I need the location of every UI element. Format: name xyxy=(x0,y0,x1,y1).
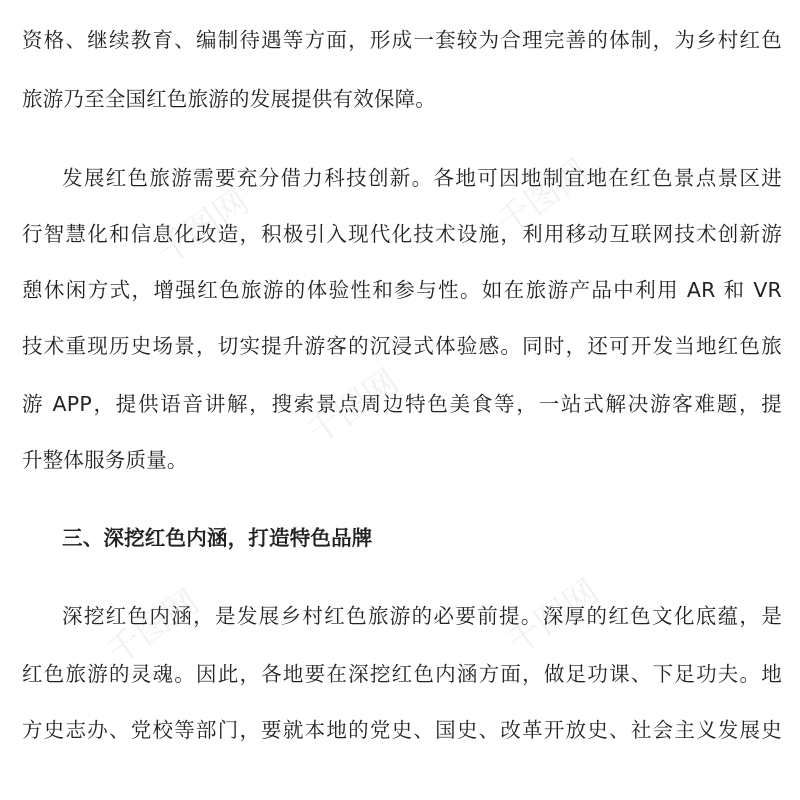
watermark: 千图网 xyxy=(299,361,407,454)
paragraph-line: 旅游乃至全国红色旅游的发展提供有效保障。 xyxy=(22,87,436,111)
section-heading: 三、深挖红色内涵，打造特色品牌 xyxy=(62,526,373,550)
paragraph-line: 憩休闲方式，增强红色旅游的体验性和参与性。如在旅游产品中利用 AR 和 VR xyxy=(22,278,782,302)
paragraph-line: 资格、继续教育、编制待遇等方面，形成一套较为合理完善的体制，为乡村红色 xyxy=(22,28,782,52)
paragraph-line: 游 APP，提供语音讲解，搜索景点周边特色美食等，一站式解决游客难题，提 xyxy=(22,392,782,416)
paragraph-line: 升整体服务质量。 xyxy=(22,448,188,472)
paragraph-line: 行智慧化和信息化改造，积极引入现代化技术设施，利用移动互联网技术创新游 xyxy=(22,222,782,246)
paragraph-line: 发展红色旅游需要充分借力科技创新。各地可因地制宜地在红色景点景区进 xyxy=(62,166,782,190)
watermark: 千图网 xyxy=(149,181,257,274)
paragraph-line: 技术重现历史场景，切实提升游客的沉浸式体验感。同时，还可开发当地红色旅 xyxy=(22,334,782,358)
watermark: 千图网 xyxy=(489,151,597,244)
watermark: 千图网 xyxy=(99,581,207,674)
paragraph-line: 深挖红色内涵，是发展乡村红色旅游的必要前提。深厚的红色文化底蕴，是 xyxy=(62,604,782,628)
paragraph-line: 红色旅游的灵魂。因此，各地要在深挖红色内涵方面，做足功课、下足功夫。地 xyxy=(22,662,782,686)
watermark: 千图网 xyxy=(499,571,607,664)
paragraph-line: 方史志办、党校等部门，要就本地的党史、国史、改革开放史、社会主义发展史 xyxy=(22,718,782,742)
